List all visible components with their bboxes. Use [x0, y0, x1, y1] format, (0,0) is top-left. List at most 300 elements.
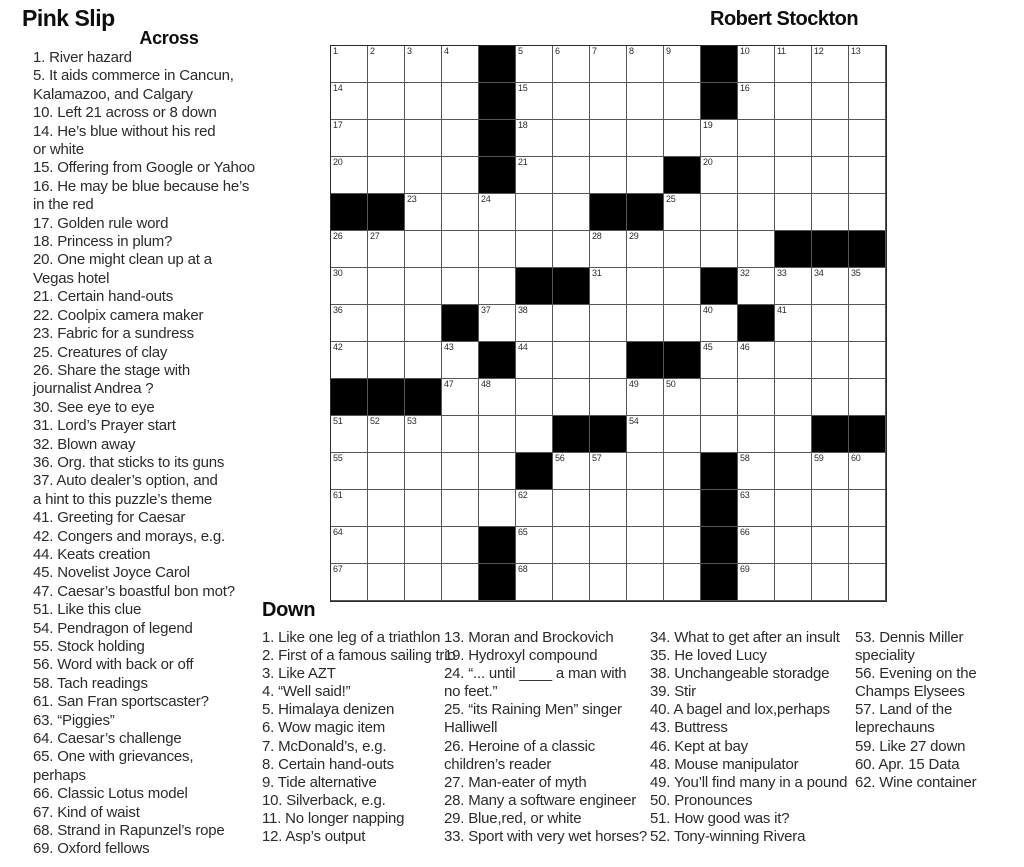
- grid-cell-r13c13[interactable]: [775, 490, 812, 527]
- grid-cell-r4c11[interactable]: [701, 157, 738, 194]
- grid-cell-r4c3[interactable]: [405, 157, 442, 194]
- down-clue-52: 52. Tony-winning Rivera: [650, 828, 806, 846]
- grid-cell-r15c15[interactable]: [849, 564, 886, 601]
- down-clue-2: 2. First of a famous sailing trio: [262, 647, 456, 665]
- grid-cell-r8c5[interactable]: [479, 305, 516, 342]
- grid-cell-r4c2[interactable]: [368, 157, 405, 194]
- grid-cell-r9c13[interactable]: [775, 342, 812, 379]
- across-clue-25: 25. Creatures of clay: [33, 343, 168, 361]
- grid-cell-r13c6[interactable]: [516, 490, 553, 527]
- grid-cell-r9c15[interactable]: [849, 342, 886, 379]
- grid-cell-r15c13[interactable]: [775, 564, 812, 601]
- cell-number: 53: [407, 416, 417, 426]
- grid-cell-r8c6[interactable]: [516, 305, 553, 342]
- cell-number: 30: [333, 268, 343, 278]
- grid-cell-r12c14[interactable]: [812, 453, 849, 490]
- grid-cell-r3c1[interactable]: [331, 120, 368, 157]
- grid-cell-r7c5[interactable]: [479, 268, 516, 305]
- down-clue-8: 8. Certain hand-outs: [262, 755, 394, 773]
- grid-cell-r14c6[interactable]: [516, 527, 553, 564]
- cell-number: 6: [555, 46, 560, 56]
- grid-cell-r3c4[interactable]: [442, 120, 479, 157]
- cell-number: 34: [814, 268, 824, 278]
- grid-cell-r1c3[interactable]: [405, 46, 442, 83]
- cell-number: 24: [481, 194, 491, 204]
- grid-cell-r10c9[interactable]: [627, 379, 664, 416]
- grid-cell-r6c6[interactable]: [516, 231, 553, 268]
- grid-cell-r4c9[interactable]: [627, 157, 664, 194]
- grid-cell-r5c4[interactable]: [442, 194, 479, 231]
- grid-cell-r13c7[interactable]: [553, 490, 590, 527]
- across-clue-37: 37. Auto dealer’s option, and: [33, 472, 218, 490]
- down-heading: Down: [262, 599, 316, 621]
- cell-number: 16: [740, 83, 750, 93]
- cell-number: 37: [481, 305, 491, 315]
- grid-cell-r6c12[interactable]: [738, 231, 775, 268]
- grid-cell-r10c11[interactable]: [701, 379, 738, 416]
- down-clue-10: 10. Silverback, e.g.: [262, 791, 386, 809]
- grid-cell-r9c4[interactable]: [442, 342, 479, 379]
- grid-cell-r14c15[interactable]: [849, 527, 886, 564]
- grid-cell-r8c3[interactable]: [405, 305, 442, 342]
- down-clue-3: 3. Like AZT: [262, 665, 336, 683]
- grid-cell-r2c7[interactable]: [553, 83, 590, 120]
- grid-cell-r2c4[interactable]: [442, 83, 479, 120]
- cell-number: 42: [333, 342, 343, 352]
- grid-cell-r10c13[interactable]: [775, 379, 812, 416]
- grid-cell-r13c12[interactable]: [738, 490, 775, 527]
- grid-cell-r9c1[interactable]: [331, 342, 368, 379]
- grid-cell-r11c6[interactable]: [516, 416, 553, 453]
- grid-cell-r4c12[interactable]: [738, 157, 775, 194]
- grid-cell-r2c9[interactable]: [627, 83, 664, 120]
- grid-cell-r15c9[interactable]: [627, 564, 664, 601]
- grid-cell-r8c15[interactable]: [849, 305, 886, 342]
- grid-cell-r14c13[interactable]: [775, 527, 812, 564]
- grid-cell-r3c15[interactable]: [849, 120, 886, 157]
- grid-cell-r2c2[interactable]: [368, 83, 405, 120]
- grid-cell-black-r7c6: [516, 268, 553, 305]
- grid-cell-black-r15c5: [479, 564, 516, 601]
- across-clue-16-cont: in the red: [33, 196, 94, 214]
- grid-cell-r12c1[interactable]: [331, 453, 368, 490]
- grid-cell-black-r14c11: [701, 527, 738, 564]
- grid-cell-r12c10[interactable]: [664, 453, 701, 490]
- grid-cell-r1c15[interactable]: [849, 46, 886, 83]
- grid-cell-r10c15[interactable]: [849, 379, 886, 416]
- grid-cell-r7c15[interactable]: [849, 268, 886, 305]
- across-clue-17: 17. Golden rule word: [33, 214, 169, 232]
- grid-cell-black-r12c6: [516, 453, 553, 490]
- grid-cell-r3c12[interactable]: [738, 120, 775, 157]
- grid-cell-r1c1[interactable]: [331, 46, 368, 83]
- down-clue-19: 19. Hydroxyl compound: [444, 647, 598, 665]
- grid-cell-r7c1[interactable]: [331, 268, 368, 305]
- down-clue-40: 40. A bagel and lox,perhaps: [650, 701, 830, 719]
- cell-number: 11: [777, 46, 786, 56]
- cell-number: 20: [333, 157, 343, 167]
- grid-cell-r15c8[interactable]: [590, 564, 627, 601]
- grid-cell-r15c7[interactable]: [553, 564, 590, 601]
- cell-number: 5: [518, 46, 523, 56]
- down-clue-29: 29. Blue,red, or white: [444, 809, 582, 827]
- across-clue-21: 21. Certain hand-outs: [33, 288, 174, 306]
- grid-cell-r12c8[interactable]: [590, 453, 627, 490]
- grid-cell-r1c14[interactable]: [812, 46, 849, 83]
- cell-number: 8: [629, 46, 634, 56]
- grid-cell-r13c8[interactable]: [590, 490, 627, 527]
- grid-cell-r11c11[interactable]: [701, 416, 738, 453]
- down-clue-35: 35. He loved Lucy: [650, 647, 767, 665]
- across-clue-30: 30. See eye to eye: [33, 398, 155, 416]
- grid-cell-r3c2[interactable]: [368, 120, 405, 157]
- grid-cell-r1c2[interactable]: [368, 46, 405, 83]
- down-clue-column-4: [855, 629, 977, 792]
- grid-cell-black-r13c11: [701, 490, 738, 527]
- across-heading: Across: [139, 28, 199, 48]
- grid-cell-r8c2[interactable]: [368, 305, 405, 342]
- grid-cell-r3c3[interactable]: [405, 120, 442, 157]
- cell-number: 49: [629, 379, 639, 389]
- grid-cell-r9c3[interactable]: [405, 342, 442, 379]
- across-clue-54: 54. Pendragon of legend: [33, 619, 193, 637]
- cell-number: 41: [777, 305, 787, 315]
- grid-cell-r7c4[interactable]: [442, 268, 479, 305]
- grid-cell-r4c7[interactable]: [553, 157, 590, 194]
- cell-number: 62: [518, 490, 528, 500]
- grid-cell-r14c8[interactable]: [590, 527, 627, 564]
- grid-cell-r3c10[interactable]: [664, 120, 701, 157]
- grid-cell-black-r7c7: [553, 268, 590, 305]
- across-clue-61: 61. San Fran sportscaster?: [33, 693, 209, 711]
- grid-cell-black-r1c11: [701, 46, 738, 83]
- down-clue-48: 48. Mouse manipulator: [650, 755, 799, 773]
- grid-cell-r14c14[interactable]: [812, 527, 849, 564]
- grid-cell-r15c10[interactable]: [664, 564, 701, 601]
- grid-cell-r6c8[interactable]: [590, 231, 627, 268]
- across-clue-41: 41. Greeting for Caesar: [33, 509, 186, 527]
- grid-cell-r4c14[interactable]: [812, 157, 849, 194]
- down-clue-33: 33. Sport with very wet horses?: [444, 828, 648, 846]
- grid-cell-r11c10[interactable]: [664, 416, 701, 453]
- cell-number: 33: [777, 268, 787, 278]
- cell-number: 12: [814, 46, 824, 56]
- grid-cell-r10c5[interactable]: [479, 379, 516, 416]
- grid-cell-r7c9[interactable]: [627, 268, 664, 305]
- across-clue-18: 18. Princess in plum?: [33, 233, 173, 251]
- across-clue-66: 66. Classic Lotus model: [33, 785, 188, 803]
- grid-cell-r9c7[interactable]: [553, 342, 590, 379]
- cell-number: 61: [333, 490, 343, 500]
- grid-cell-r5c5[interactable]: [479, 194, 516, 231]
- grid-cell-black-r6c13: [775, 231, 812, 268]
- grid-cell-r15c2[interactable]: [368, 564, 405, 601]
- grid-cell-r8c10[interactable]: [664, 305, 701, 342]
- grid-cell-r8c14[interactable]: [812, 305, 849, 342]
- grid-cell-r12c3[interactable]: [405, 453, 442, 490]
- grid-cell-r13c2[interactable]: [368, 490, 405, 527]
- grid-cell-r7c12[interactable]: [738, 268, 775, 305]
- grid-cell-r5c14[interactable]: [812, 194, 849, 231]
- grid-cell-r9c11[interactable]: [701, 342, 738, 379]
- grid-cell-black-r14c5: [479, 527, 516, 564]
- across-clue-63: 63. “Piggies”: [33, 711, 115, 729]
- down-clue-26: 26. Heroine of a classic: [444, 737, 596, 755]
- grid-cell-r3c9[interactable]: [627, 120, 664, 157]
- grid-cell-r6c9[interactable]: [627, 231, 664, 268]
- grid-cell-r14c7[interactable]: [553, 527, 590, 564]
- down-clue-60: 60. Apr. 15 Data: [855, 755, 960, 773]
- grid-cell-r2c6[interactable]: [516, 83, 553, 120]
- cell-number: 58: [740, 453, 750, 463]
- down-clue-59: 59. Like 27 down: [855, 737, 966, 755]
- grid-cell-r1c4[interactable]: [442, 46, 479, 83]
- grid-cell-r3c6[interactable]: [516, 120, 553, 157]
- grid-cell-r1c7[interactable]: [553, 46, 590, 83]
- grid-cell-r4c13[interactable]: [775, 157, 812, 194]
- across-clue-44: 44. Keats creation: [33, 545, 151, 563]
- grid-cell-r4c15[interactable]: [849, 157, 886, 194]
- grid-cell-r7c8[interactable]: [590, 268, 627, 305]
- across-clue-10: 10. Left 21 across or 8 down: [33, 104, 217, 122]
- grid-cell-r11c1[interactable]: [331, 416, 368, 453]
- down-clue-38: 38. Unchangeable storadge: [650, 665, 830, 683]
- grid-cell-r15c14[interactable]: [812, 564, 849, 601]
- grid-cell-r12c15[interactable]: [849, 453, 886, 490]
- grid-cell-r6c10[interactable]: [664, 231, 701, 268]
- grid-cell-r13c3[interactable]: [405, 490, 442, 527]
- cell-number: 52: [370, 416, 380, 426]
- grid-cell-r12c5[interactable]: [479, 453, 516, 490]
- down-clue-column-3: [650, 629, 847, 846]
- down-clue-11: 11. No longer napping: [262, 809, 405, 827]
- down-clue-6: 6. Wow magic item: [262, 719, 386, 737]
- grid-cell-r10c8[interactable]: [590, 379, 627, 416]
- down-clue-4: 4. “Well said!”: [262, 683, 351, 701]
- grid-cell-r5c6[interactable]: [516, 194, 553, 231]
- grid-cell-r1c12[interactable]: [738, 46, 775, 83]
- grid-cell-r14c4[interactable]: [442, 527, 479, 564]
- grid-cell-r11c3[interactable]: [405, 416, 442, 453]
- grid-cell-r9c14[interactable]: [812, 342, 849, 379]
- down-clue-57: 57. Land of the: [855, 701, 953, 719]
- across-clue-1: 1. River hazard: [33, 49, 132, 66]
- grid-cell-r11c5[interactable]: [479, 416, 516, 453]
- grid-cell-r6c2[interactable]: [368, 231, 405, 268]
- grid-cell-r7c10[interactable]: [664, 268, 701, 305]
- grid-cell-r13c9[interactable]: [627, 490, 664, 527]
- grid-cell-r9c2[interactable]: [368, 342, 405, 379]
- grid-cell-r10c12[interactable]: [738, 379, 775, 416]
- across-clue-20: 20. One might clean up at a: [33, 251, 212, 269]
- grid-cell-r13c15[interactable]: [849, 490, 886, 527]
- down-clue-46: 46. Kept at bay: [650, 737, 748, 755]
- across-clue-67: 67. Kind of waist: [33, 803, 140, 821]
- grid-cell-black-r5c8: [590, 194, 627, 231]
- grid-cell-r13c10[interactable]: [664, 490, 701, 527]
- grid-cell-r8c13[interactable]: [775, 305, 812, 342]
- across-clue-36: 36. Org. that sticks to its guns: [33, 453, 225, 471]
- grid-cell-r13c1[interactable]: [331, 490, 368, 527]
- grid-cell-black-r9c9: [627, 342, 664, 379]
- across-clue-32: 32. Blown away: [33, 435, 136, 453]
- down-clue-1: 1. Like one leg of a triathlon: [262, 629, 441, 646]
- grid-cell-black-r5c2: [368, 194, 405, 231]
- across-clue-45: 45. Novelist Joyce Carol: [33, 564, 190, 582]
- grid-cell-r8c9[interactable]: [627, 305, 664, 342]
- down-clue-5: 5. Himalaya denizen: [262, 701, 395, 719]
- grid-cell-r14c1[interactable]: [331, 527, 368, 564]
- grid-cell-r10c14[interactable]: [812, 379, 849, 416]
- cell-number: 36: [333, 305, 343, 315]
- grid-cell-black-r5c1: [331, 194, 368, 231]
- grid-cell-black-r1c5: [479, 46, 516, 83]
- down-clue-51: 51. How good was it?: [650, 809, 790, 827]
- grid-cell-r1c10[interactable]: [664, 46, 701, 83]
- grid-cell-black-r3c5: [479, 120, 516, 157]
- grid-cell-r10c4[interactable]: [442, 379, 479, 416]
- grid-cell-r6c5[interactable]: [479, 231, 516, 268]
- grid-cell-r13c14[interactable]: [812, 490, 849, 527]
- grid-cell-black-r11c14: [812, 416, 849, 453]
- grid-cell-r2c12[interactable]: [738, 83, 775, 120]
- across-clue-55: 55. Stock holding: [33, 638, 145, 655]
- grid-cell-r2c1[interactable]: [331, 83, 368, 120]
- grid-cell-black-r4c5: [479, 157, 516, 194]
- grid-cell-r3c14[interactable]: [812, 120, 849, 157]
- grid-cell-r7c14[interactable]: [812, 268, 849, 305]
- grid-cell-r15c12[interactable]: [738, 564, 775, 601]
- down-clue-53: 53. Dennis Miller: [855, 629, 964, 646]
- grid-cell-black-r9c5: [479, 342, 516, 379]
- across-clue-65: 65. One with grievances,: [33, 748, 194, 766]
- grid-cell-r4c1[interactable]: [331, 157, 368, 194]
- down-clue-25-cont: Halliwell: [444, 719, 498, 737]
- grid-cell-r3c7[interactable]: [553, 120, 590, 157]
- grid-cell-r12c7[interactable]: [553, 453, 590, 490]
- grid-cell-r15c3[interactable]: [405, 564, 442, 601]
- grid-cell-r9c6[interactable]: [516, 342, 553, 379]
- down-clue-53-cont: speciality: [855, 647, 915, 665]
- grid-cell-r8c11[interactable]: [701, 305, 738, 342]
- grid-cell-r6c7[interactable]: [553, 231, 590, 268]
- grid-cell-black-r10c3: [405, 379, 442, 416]
- cell-number: 31: [592, 268, 602, 278]
- grid-cell-r2c15[interactable]: [849, 83, 886, 120]
- grid-cell-r12c4[interactable]: [442, 453, 479, 490]
- grid-cell-r2c13[interactable]: [775, 83, 812, 120]
- grid-cell-r7c2[interactable]: [368, 268, 405, 305]
- grid-cell-r5c3[interactable]: [405, 194, 442, 231]
- grid-cell-r4c4[interactable]: [442, 157, 479, 194]
- grid-cell-r12c13[interactable]: [775, 453, 812, 490]
- grid-cell-r13c5[interactable]: [479, 490, 516, 527]
- cell-number: 68: [518, 564, 528, 574]
- grid-cell-r10c7[interactable]: [553, 379, 590, 416]
- grid-cell-r14c12[interactable]: [738, 527, 775, 564]
- grid-cell-r1c13[interactable]: [775, 46, 812, 83]
- grid-cell-r7c13[interactable]: [775, 268, 812, 305]
- cell-number: 15: [518, 83, 528, 93]
- grid-cell-black-r2c5: [479, 83, 516, 120]
- cell-number: 56: [555, 453, 565, 463]
- grid-cell-r15c1[interactable]: [331, 564, 368, 601]
- grid-cell-r7c3[interactable]: [405, 268, 442, 305]
- grid-cell-r13c4[interactable]: [442, 490, 479, 527]
- grid-cell-r5c10[interactable]: [664, 194, 701, 231]
- grid-cell-r1c9[interactable]: [627, 46, 664, 83]
- grid-cell-r8c1[interactable]: [331, 305, 368, 342]
- cell-number: 20: [703, 157, 713, 167]
- grid-cell-r3c13[interactable]: [775, 120, 812, 157]
- across-clue-14-cont: or white: [33, 141, 84, 159]
- grid-cell-r5c12[interactable]: [738, 194, 775, 231]
- across-clue-5-cont: Kalamazoo, and Calgary: [33, 85, 193, 103]
- grid-cell-r6c3[interactable]: [405, 231, 442, 268]
- grid-cell-black-r9c10: [664, 342, 701, 379]
- grid-cell-r6c11[interactable]: [701, 231, 738, 268]
- grid-cell-r5c7[interactable]: [553, 194, 590, 231]
- cell-number: 48: [481, 379, 491, 389]
- grid-cell-r14c2[interactable]: [368, 527, 405, 564]
- grid-cell-black-r7c11: [701, 268, 738, 305]
- grid-cell-r11c12[interactable]: [738, 416, 775, 453]
- cell-number: 25: [666, 194, 676, 204]
- grid-cell-r8c8[interactable]: [590, 305, 627, 342]
- grid-cell-r11c2[interactable]: [368, 416, 405, 453]
- grid-cell-r8c7[interactable]: [553, 305, 590, 342]
- grid-cell-r1c6[interactable]: [516, 46, 553, 83]
- grid-cell-r15c4[interactable]: [442, 564, 479, 601]
- grid-cell-r2c3[interactable]: [405, 83, 442, 120]
- grid-cell-r3c11[interactable]: [701, 120, 738, 157]
- grid-cell-r11c4[interactable]: [442, 416, 479, 453]
- grid-cell-r14c3[interactable]: [405, 527, 442, 564]
- cell-number: 29: [629, 231, 639, 241]
- grid-cell-r4c8[interactable]: [590, 157, 627, 194]
- grid-cell-r2c14[interactable]: [812, 83, 849, 120]
- grid-cell-r12c12[interactable]: [738, 453, 775, 490]
- grid-cell-r11c9[interactable]: [627, 416, 664, 453]
- grid-cell-r14c10[interactable]: [664, 527, 701, 564]
- grid-cell-black-r12c11: [701, 453, 738, 490]
- grid-cell-r10c6[interactable]: [516, 379, 553, 416]
- cell-number: 35: [851, 268, 861, 278]
- grid-cell-r9c12[interactable]: [738, 342, 775, 379]
- grid-cell-r12c9[interactable]: [627, 453, 664, 490]
- grid-cell-r5c15[interactable]: [849, 194, 886, 231]
- grid-cell-r11c13[interactable]: [775, 416, 812, 453]
- grid-cell-r5c13[interactable]: [775, 194, 812, 231]
- grid-cell-r2c8[interactable]: [590, 83, 627, 120]
- grid-cell-r6c1[interactable]: [331, 231, 368, 268]
- page-title: Pink Slip: [22, 5, 115, 31]
- cell-number: 21: [518, 157, 528, 167]
- grid-cell-r14c9[interactable]: [627, 527, 664, 564]
- grid-cell-r15c6[interactable]: [516, 564, 553, 601]
- grid-cell-r6c4[interactable]: [442, 231, 479, 268]
- grid-cell-r1c8[interactable]: [590, 46, 627, 83]
- grid-cell-r12c2[interactable]: [368, 453, 405, 490]
- grid-cell-r3c8[interactable]: [590, 120, 627, 157]
- grid-cell-r9c8[interactable]: [590, 342, 627, 379]
- grid-cell-r4c6[interactable]: [516, 157, 553, 194]
- grid-cell-r10c10[interactable]: [664, 379, 701, 416]
- cell-number: 3: [407, 46, 412, 56]
- grid-cell-r2c10[interactable]: [664, 83, 701, 120]
- grid-cell-r5c11[interactable]: [701, 194, 738, 231]
- cell-number: 9: [666, 46, 671, 56]
